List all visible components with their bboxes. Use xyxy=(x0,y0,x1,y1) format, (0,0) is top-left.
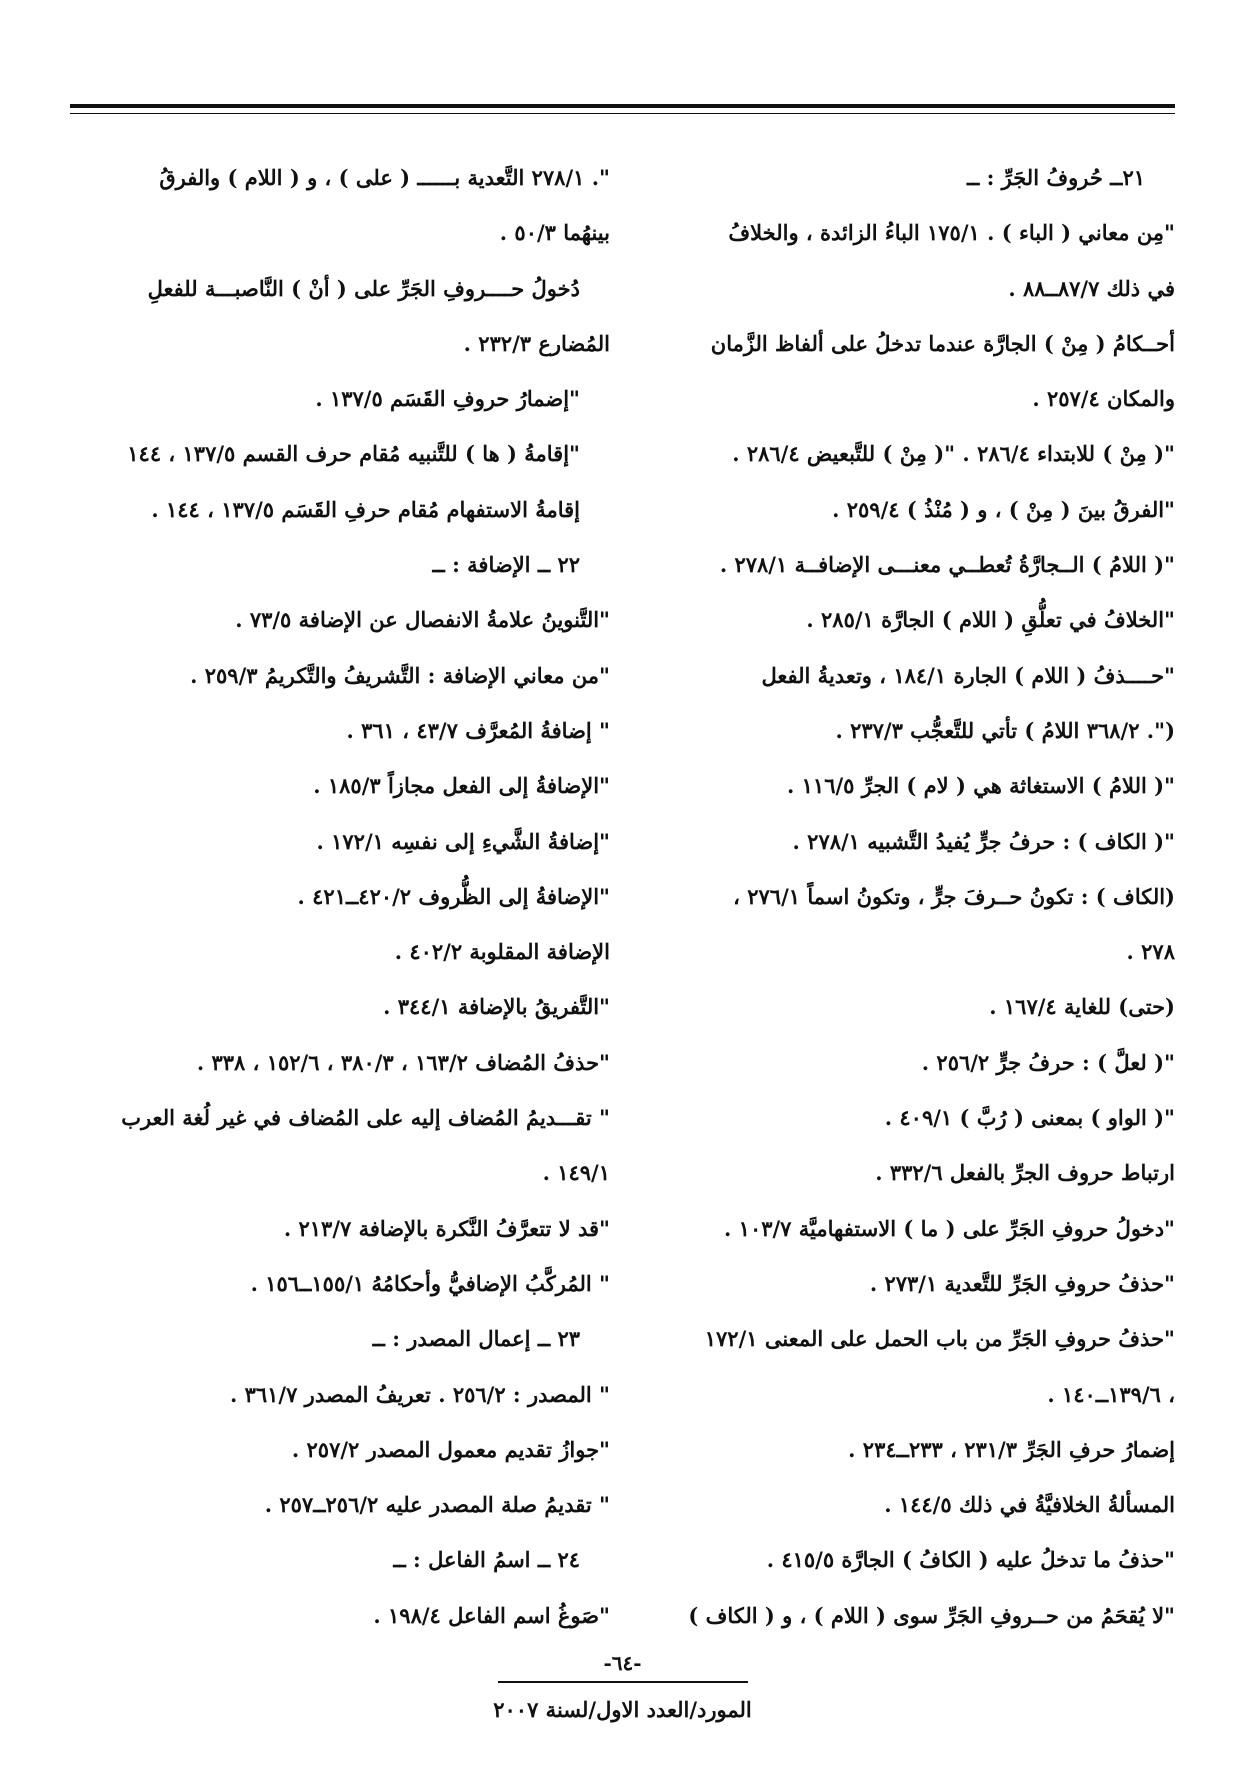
index-line: "حذفُ حروفِ الجَرِّ من باب الحمل على المعنى ١٧٢/١ xyxy=(704,1326,1175,1352)
index-line: "( لعلَّ ) : حرفُ جرٍّ ٢٥٦/٢ . xyxy=(921,1049,1175,1075)
index-line: "( مِنْ ) للابتداء ٢٨٦/٤ . "( مِنْ ) للتَّبعيض ٢٨٦/٤ . xyxy=(732,441,1175,467)
index-line: إضمارُ حرفِ الجَرِّ ٢٣١/٣ ، ٢٣٣ــ٢٣٤ . xyxy=(848,1436,1175,1462)
index-line: "مِن معاني ( الباء ) . ١٧٥/١ الباءُ الزائدة ، والخلافُ xyxy=(728,220,1175,246)
index-line: "حذفُ حروفِ الجَرِّ للتَّعدية ٢٧٣/١ . xyxy=(869,1270,1175,1296)
footer-rule xyxy=(498,1681,748,1683)
index-line: ارتباط حروف الجرِّ بالفعل ٣٣٢/٦ . xyxy=(875,1160,1175,1186)
index-line: والمكان ٢٥٧/٤ . xyxy=(1032,386,1175,412)
section-heading: ٢٢ ــ الإضافة : ــ xyxy=(432,552,580,578)
top-rule-thin xyxy=(70,113,1175,114)
index-line: "الفرقُ بينَ ( مِنْ ) ، و ( مُنْذُ ) ٢٥٩/٤ . xyxy=(832,496,1175,522)
index-line: ٢٧٨ . xyxy=(1126,939,1175,965)
index-line: "صَوغُ اسم الفاعل ١٩٨/٤ . xyxy=(373,1602,610,1628)
index-line: دُخولُ حــــروفِ الجَرِّ على ( أنْ ) النَّاصبـــة للفعلِ xyxy=(147,275,580,301)
index-line: ١٤٩/١ . xyxy=(542,1160,610,1186)
right-column xyxy=(635,150,1175,1643)
index-line: إقامةُ الاستفهام مُقام حرفِ القَسَم ١٣٧/٥ ، ١٤٤ . xyxy=(151,496,580,522)
journal-title: المورد/العدد الاول/لسنة ٢٠٠٧ xyxy=(493,1697,752,1722)
index-line: "إقامةُ ( ها ) للتَّنبيه مُقام حرف القسم ١٣٧/٥ ، ١٤٤ xyxy=(127,441,580,467)
index-line: المُضارع ٢٣٢/٣ . xyxy=(463,330,610,356)
index-line: (الكاف ) : تكونُ حــرفَ جرٍّ ، وتكونُ اسماً ٢٧٦/١ ، xyxy=(733,883,1175,909)
index-line: " إضافةُ المُعرَّف ٤٣/٧ ، ٣٦١ . xyxy=(346,717,610,743)
index-line: "( اللامُ ) الــجارَّةُ تُعطــي معنـــى الإضافــة ٢٧٨/١ . xyxy=(719,552,1175,578)
index-line: "الإضافةُ إلى الظُّروف ٤٢٠/٢ــ٤٢١ . xyxy=(297,883,610,909)
index-line: (حتى) للغاية ١٦٧/٤ . xyxy=(989,994,1175,1020)
index-line: " تقديمُ صلة المصدر عليه ٢٥٦/٢ــ٢٥٧ . xyxy=(264,1492,610,1518)
left-column xyxy=(70,150,610,1643)
index-line: "( الواو ) بمعنى ( رُبَّ ) ٤٠٩/١ . xyxy=(884,1105,1175,1131)
section-heading: ٢١ــ حُروفُ الجَرِّ : ــ xyxy=(966,165,1145,190)
index-line: "الخلافُ في تعلُّقِ ( اللام ) الجارَّة ٢٨٥/١ . xyxy=(806,607,1175,633)
page-number: -٦٤- xyxy=(603,1651,642,1675)
index-line: الإضافة المقلوبة ٤٠٢/٢ . xyxy=(394,939,610,965)
index-line: "جوازُ تقديم معمول المصدر ٢٥٧/٢ . xyxy=(291,1436,610,1462)
index-line: "حذفُ المُضاف ١٦٣/٢ ، ٣٨٠/٣ ، ١٥٢/٦ ، ٣٣٨ . xyxy=(196,1049,610,1075)
page-footer xyxy=(0,1645,1245,1722)
index-line: "( اللامُ ) الاستغاثة هي ( لام ) الجرِّ ١١٦/٥ . xyxy=(787,773,1175,799)
index-line: " تقـــديمُ المُضاف إليه على المُضاف في غير لُغة العرب xyxy=(121,1105,610,1131)
index-line: في ذلك ٨٧/٧ــ٨٨ . xyxy=(1008,275,1175,301)
section-heading: ٢٣ ــ إعمال المصدر : ــ xyxy=(372,1326,580,1352)
index-line: "إضافةُ الشَّيءِ إلى نفسِه ١٧٢/١ . xyxy=(316,828,610,854)
index-line: "قد لا تتعرَّفُ النَّكرة بالإضافة ٢١٣/٧ . xyxy=(283,1215,610,1241)
index-line: "التَّفريقُ بالإضافة ٣٤٤/١ . xyxy=(383,994,610,1020)
index-line: "لا يُقحَمُ من حــروفِ الجَرِّ سوى ( اللام ) ، و ( الكاف ) xyxy=(688,1602,1175,1628)
index-line: "إضمارُ حروفِ القَسَم ١٣٧/٥ . xyxy=(315,386,580,412)
section-heading: ٢٤ ــ اسمُ الفاعل : ــ xyxy=(393,1547,580,1573)
index-line: ". ٢٧٨/١ التَّعدية بــــــ ( على ) ، و ( اللام ) والفرقُ xyxy=(159,165,610,190)
index-line: (". ٣٦٨/٢ اللامُ ) تأتي للتَّعجُّب ٢٣٧/٣ . xyxy=(835,717,1175,743)
index-line: "التَّنوينُ علامةُ الانفصال عن الإضافة ٧٣/٥ . xyxy=(235,607,610,633)
index-line: ، ١٣٩/٦ــ١٤٠ . xyxy=(1047,1381,1175,1407)
top-rule xyxy=(70,104,1175,108)
index-line: " المُركَّبُ الإضافيُّ وأحكامُهُ ١٥٥/١ــ١٥٦ . xyxy=(250,1270,610,1296)
index-line: "( الكاف ) : حرفُ جرٍّ يُفيدُ التَّشبيه ٢٧٨/١ . xyxy=(792,828,1175,854)
index-line: المسألةُ الخلافيَّةُ في ذلك ١٤٤/٥ . xyxy=(884,1492,1175,1518)
index-line: " المصدر : ٢٥٦/٢ . تعريفُ المصدر ٣٦١/٧ . xyxy=(229,1381,610,1407)
index-line: "الإضافةُ إلى الفعل مجازاً ١٨٥/٣ . xyxy=(313,773,610,799)
index-line: "حــــذفُ ( اللام ) الجارة ١٨٤/١ ، وتعديةُ الفعل xyxy=(761,662,1175,688)
index-line: "حذفُ ما تدخلُ عليه ( الكافُ ) الجارَّة ٤١٥/٥ . xyxy=(766,1547,1175,1573)
index-line: "من معاني الإضافة : التَّشريفُ والتَّكريمُ ٢٥٩/٣ . xyxy=(190,662,610,688)
index-line: أحــكامُ ( مِنْ ) الجارَّة عندما تدخلُ على ألفاظ الزَّمان xyxy=(710,330,1175,356)
index-line: "دخولُ حروفِ الجَرِّ على ( ما ) الاستفهاميَّة ١٠٣/٧ . xyxy=(724,1215,1175,1241)
index-line: بينهُما ٥٠/٣ . xyxy=(499,220,610,246)
